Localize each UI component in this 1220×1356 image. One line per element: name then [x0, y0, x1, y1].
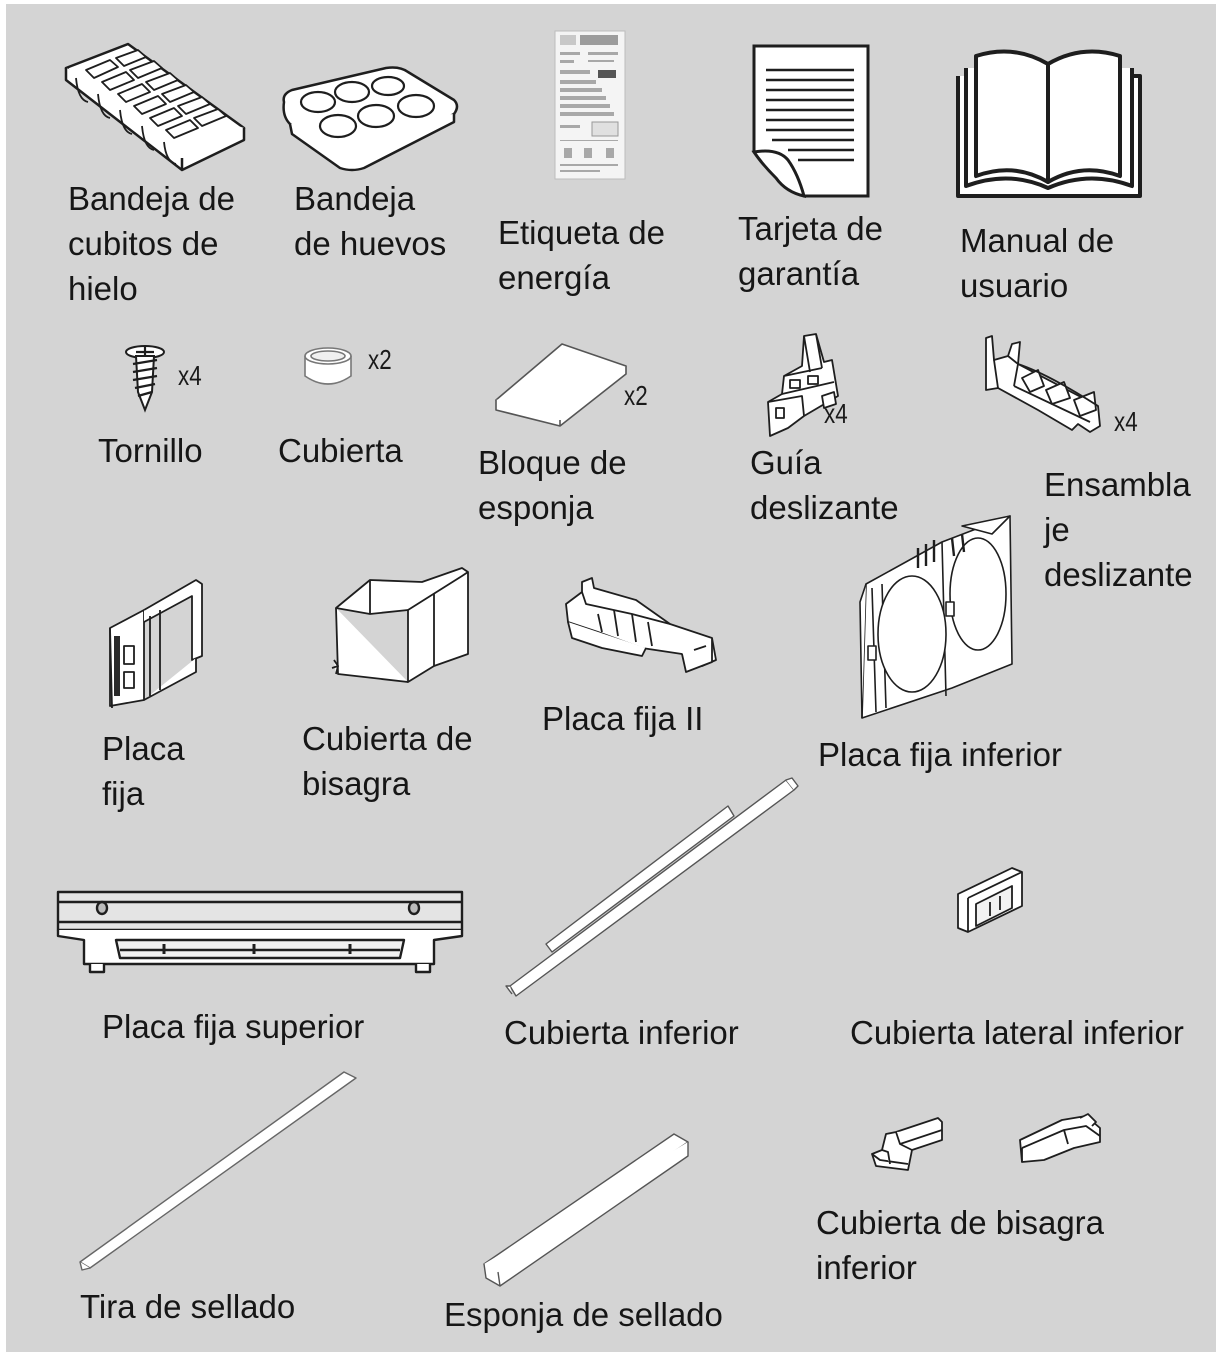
- ice-tray-icon: [58, 40, 248, 175]
- egg-tray-icon: [278, 64, 463, 172]
- energy-label-icon: [554, 30, 626, 180]
- sponge-block-icon: [492, 340, 628, 426]
- lower-fixed-plate-icon: [842, 512, 1024, 722]
- warranty-card-label: Tarjeta de garantía: [738, 210, 883, 292]
- fixed-plate-2-icon: [562, 574, 722, 672]
- sponge-block-label: Bloque de esponja: [478, 444, 627, 526]
- hinge-cover-label: Cubierta de bisagra: [302, 720, 473, 802]
- sealing-strip-icon: [76, 1068, 360, 1272]
- lower-hinge-cover-right-icon: [1014, 1112, 1104, 1164]
- fixed-plate-icon: [100, 576, 212, 708]
- lower-fixed-plate-label: Placa fija inferior: [818, 736, 1062, 773]
- accessories-sheet: [6, 4, 1216, 1352]
- cover-quantity: x2: [368, 344, 392, 375]
- lower-hinge-cover-label: Cubierta de bisagra inferior: [816, 1204, 1105, 1286]
- screw-icon: [124, 344, 166, 414]
- screw-quantity: x4: [178, 360, 202, 391]
- egg-tray-label: Bandeja de huevos: [294, 180, 447, 262]
- fixed-plate-2-label: Placa fija II: [542, 700, 704, 737]
- lower-cover-icon: [502, 774, 802, 1000]
- slide-assembly-label: Ensambla je deslizante: [1044, 466, 1193, 593]
- screw-label: Tornillo: [98, 432, 203, 469]
- user-manual-label: Manual de usuario: [960, 222, 1115, 304]
- cover-cap-icon: [302, 346, 354, 388]
- fixed-plate-label: Placa fija: [102, 730, 185, 812]
- slide-guide-quantity: x4: [824, 398, 848, 429]
- sealing-sponge-label: Esponja de sellado: [444, 1296, 723, 1333]
- cover-label: Cubierta: [278, 432, 403, 469]
- ice-tray-label: Bandeja de cubitos de hielo: [68, 180, 235, 307]
- slide-guide-label: Guía deslizante: [750, 444, 899, 526]
- sealing-strip-label: Tira de sellado: [80, 1288, 296, 1325]
- upper-fixed-plate-label: Placa fija superior: [102, 1008, 365, 1045]
- lower-side-cover-label: Cubierta lateral inferior: [850, 1014, 1184, 1051]
- sealing-sponge-icon: [480, 1130, 692, 1290]
- sponge-block-quantity: x2: [624, 380, 648, 411]
- lower-cover-label: Cubierta inferior: [504, 1014, 739, 1051]
- lower-side-cover-icon: [952, 864, 1026, 940]
- user-manual-icon: [954, 42, 1144, 200]
- lower-hinge-cover-left-icon: [868, 1114, 948, 1176]
- warranty-card-icon: [748, 42, 876, 202]
- upper-fixed-plate-icon: [54, 888, 466, 978]
- slide-assembly-quantity: x4: [1114, 406, 1138, 437]
- hinge-cover-icon: [326, 566, 476, 686]
- energy-label-label: Etiqueta de energía: [498, 214, 665, 296]
- slide-assembly-icon: [978, 334, 1106, 434]
